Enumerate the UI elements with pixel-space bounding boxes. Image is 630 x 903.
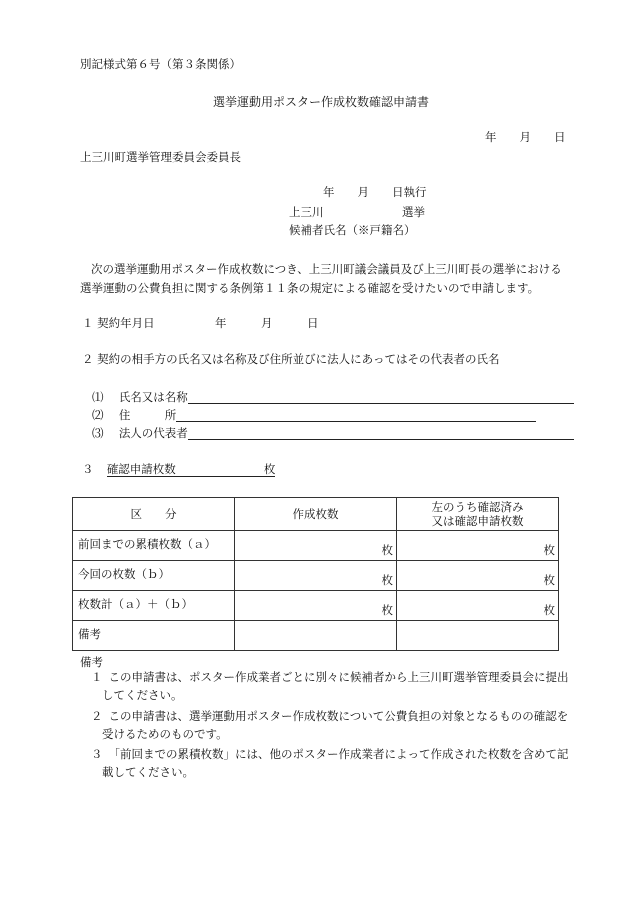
contractor-address-field[interactable] bbox=[92, 408, 536, 422]
election-date: 年 月 日執行 bbox=[323, 185, 427, 199]
header-created-count: 作成枚数 bbox=[235, 498, 397, 531]
contractor-name-field[interactable] bbox=[92, 390, 574, 404]
election-area: 上三川 bbox=[289, 205, 324, 219]
row-label: 備考 bbox=[73, 621, 235, 651]
contractor-heading: ２ 契約の相手方の氏名又は名称及び住所並びに法人にあってはその代表者の氏名 bbox=[82, 352, 500, 366]
addressee: 上三川町選挙管理委員会委員長 bbox=[80, 150, 241, 164]
table-row bbox=[73, 561, 559, 591]
contractor-representative-field[interactable] bbox=[92, 426, 574, 440]
notes-heading: 備考 bbox=[80, 655, 103, 669]
remarks-cell[interactable] bbox=[397, 621, 559, 651]
field-number: ⑶ bbox=[92, 426, 104, 440]
confirmed-count-cell[interactable]: 枚 bbox=[397, 591, 559, 621]
note-line2: 受けるためのものです。 bbox=[102, 727, 228, 741]
header-confirmed-line2: 又は確認申請枚数 bbox=[431, 514, 524, 528]
application-date: 年 月 日 bbox=[485, 130, 566, 144]
name-input-line[interactable] bbox=[188, 390, 574, 404]
field-label: 氏名又は名称 bbox=[118, 390, 188, 404]
row-label: 枚数計（ａ）＋（ｂ） bbox=[73, 591, 235, 621]
representative-input-line[interactable] bbox=[188, 426, 574, 440]
body-text-line1: 次の選挙運動用ポスター作成枚数につき、上三川町議会議員及び上三川町長の選挙における bbox=[91, 262, 562, 276]
confirmed-count-cell[interactable]: 枚 bbox=[397, 531, 559, 561]
requested-count-field[interactable] bbox=[107, 462, 264, 477]
note-item bbox=[91, 745, 569, 763]
row-label: 今回の枚数（ｂ） bbox=[73, 561, 235, 591]
note-line1: 「前回までの累積枚数」には、他のポスター作成業者によって作成された枚数を含めて記 bbox=[108, 747, 569, 761]
table-header-row bbox=[73, 498, 559, 531]
header-category: 区 分 bbox=[73, 498, 235, 531]
table-row bbox=[73, 591, 559, 621]
created-count-cell[interactable]: 枚 bbox=[235, 531, 397, 561]
note-line1: この申請書は、ポスター作成業者ごとに別々に候補者から上三川町選挙管理委員会に提出 bbox=[108, 670, 569, 684]
requested-count-row bbox=[82, 462, 275, 476]
requested-count-unit: 枚 bbox=[263, 462, 276, 476]
note-number: ３ bbox=[91, 747, 103, 761]
header-confirmed-count bbox=[397, 498, 559, 531]
note-item bbox=[91, 668, 569, 686]
contract-date-label: １ 契約年月日 bbox=[82, 316, 155, 330]
field-label: 法人の代表者 bbox=[118, 426, 188, 440]
address-input-line[interactable] bbox=[176, 408, 536, 422]
table-row bbox=[73, 621, 559, 651]
contract-date-value: 年 月 日 bbox=[215, 316, 319, 330]
note-line2: 載してください。 bbox=[102, 765, 194, 779]
remarks-cell[interactable] bbox=[235, 621, 397, 651]
form-number: 別記様式第６号（第３条関係） bbox=[80, 57, 241, 71]
requested-count-label: 確認申請枚数 bbox=[106, 462, 176, 476]
note-line1: この申請書は、選挙運動用ポスター作成枚数について公費負担の対象となるものの確認を bbox=[108, 709, 569, 723]
candidate-name-label: 候補者氏名（※戸籍名） bbox=[289, 223, 416, 237]
note-item bbox=[91, 707, 568, 725]
confirmed-count-cell[interactable]: 枚 bbox=[397, 561, 559, 591]
field-label: 住 所 bbox=[118, 408, 177, 422]
note-number: １ bbox=[91, 670, 103, 684]
note-line2: してください。 bbox=[102, 688, 183, 702]
created-count-cell[interactable]: 枚 bbox=[235, 561, 397, 591]
created-count-cell[interactable]: 枚 bbox=[235, 591, 397, 621]
note-number: ２ bbox=[91, 709, 103, 723]
document-title: 選挙運動用ポスター作成枚数確認申請書 bbox=[213, 95, 430, 109]
field-number: ⑴ bbox=[92, 390, 104, 404]
table-row bbox=[73, 531, 559, 561]
field-number: ⑵ bbox=[92, 408, 104, 422]
header-confirmed-line1: 左のうち確認済み bbox=[431, 500, 524, 514]
election-word: 選挙 bbox=[402, 205, 425, 219]
item3-number: ３ bbox=[82, 462, 94, 476]
body-text-line2: 選挙運動の公費負担に関する条例第１１条の規定による確認を受けたいので申請します。 bbox=[80, 281, 540, 295]
confirmation-table bbox=[72, 497, 559, 651]
row-label: 前回までの累積枚数（ａ） bbox=[73, 531, 235, 561]
